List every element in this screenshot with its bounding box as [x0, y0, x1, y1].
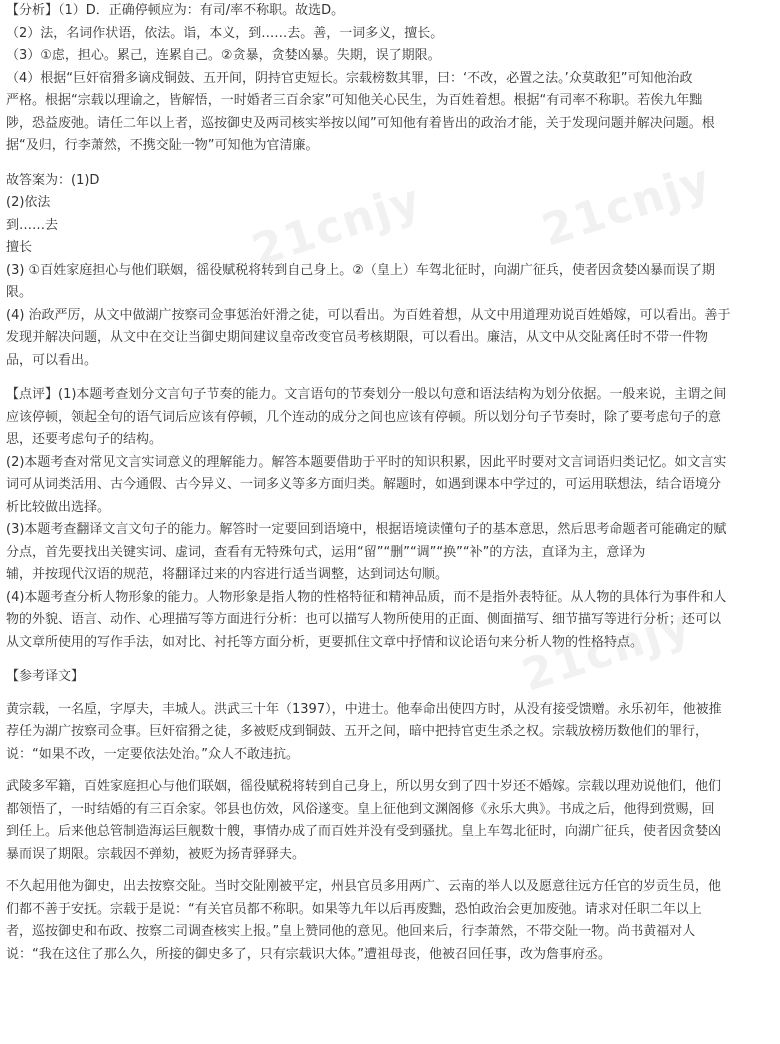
- analysis-line: （3）①虑，担心。累己，连累自己。②贪暴，贪婪凶暴。失期，误了期限。: [6, 48, 441, 63]
- translation-line: 黄宗载，一名垕，字厚夫，丰城人。洪武三十年（1397），中进士。他奉命出使四方时，从没有接受馈赠。永乐初年，他被推: [6, 701, 722, 717]
- comment-line: 析比较做出选择。: [6, 499, 111, 515]
- comment-line: 应该停顿，领起全句的语气词后应该有停顿，几个连动的成分之间也应该有停顿。所以划分句子节奏时，除了要考虑句子的意: [6, 409, 722, 425]
- translation-line: 暴而误了期限。宗载因不弹劾，被贬为扬青驿驿夫。: [6, 846, 306, 862]
- comment-section: [6, 384, 776, 654]
- translation-line: 说：“如果不改，一定要依法处治。”众人不敢违抗。: [6, 746, 299, 762]
- translation-line: 说：“我在这住了那么久，所接的御史多了，只有宗载识大体。”遭祖母丧，他被召回任事，改为詹事府丞。: [6, 946, 611, 962]
- analysis-line: 陟，恐益废弛。请任二年以上者，巡按御史及两司核实举按以闻”可知他有着皆出的政治才能，关于发现问题并解决问题。根: [6, 115, 715, 131]
- translation-line: 们都不善于安抚。宗载于是说：“有关官员都不称职。如果等九年以后再废黜，恐怕政治会更加废弛。请求对任职二年以上: [6, 901, 702, 917]
- comment-line: 从文章所使用的写作手法，如对比、衬托等方面分析，更要抓住文章中抒情和议论语句来分析人物的性格特点。: [6, 634, 644, 650]
- watermark: 21cnjy: [516, 599, 698, 702]
- document-body: [6, 0, 776, 966]
- comment-line: 物的外貌、语言、动作、心理描写等方面进行分析：也可以描写人物所使用的正面、侧面描写、细节描写等进行分析；还可以: [6, 612, 722, 627]
- translation-paragraph: [6, 876, 776, 966]
- answer-line: (4) 治政严厉，从文中做湖广按察司佥事惩治奸滑之徒，可以看出。为百姓着想，从文中用道理劝说百姓婚嫁，可以看出。善于: [6, 307, 731, 323]
- comment-line: 辅，并按现代汉语的规范，将翻译过来的内容进行适当调整，达到词达句顺。: [6, 567, 449, 582]
- comment-line: 分点，首先要找出关键实词、虚词，查看有无特殊句式，运用“留”“删”“调”“换”“补”的方法，直译为主，意译为: [6, 544, 646, 560]
- answer-line: 擅长: [6, 240, 33, 255]
- translation-line: 到任上。后来他总管制造海运巨舰数十艘，事情办成了而百姓并没有受到骚扰。皇上车驾北征时，向湖广征兵，使者因贪婪凶: [6, 824, 722, 839]
- analysis-line: 据“及归，行李萧然，不携交阯一物”可知他为官清廉。: [6, 138, 319, 153]
- comment-line: 词可从词类活用、古今通假、古今异义、一词多义等多方面归类。解题时，如遇到课本中学过的，可运用联想法，结合语境分: [6, 477, 722, 492]
- watermark: 21cnjy: [536, 154, 718, 257]
- comment-line: (4)本题考查分析人物形象的能力。人物形象是指人物的性格特征和精神品质，而不是指外表特征。从人物的具体行为事件和人: [6, 589, 727, 605]
- answer-section: [6, 154, 776, 373]
- answer-line: 发现并解决问题，从文中在交让当御史期间建议皇帝改变官员考核期限，可以看出。廉洁，从文中从交阯离任时不带一件物: [6, 330, 709, 345]
- analysis-line: 【分析】（1）D．正确停顿应为：有司/率不称职。故选D。: [6, 3, 345, 18]
- comment-line: 【点评】(1)本题考查划分文言句子节奏的能力。文言语句的节奏划分一般以句意和语法结构为划分依据。一般来说，主谓之间: [6, 387, 727, 402]
- analysis-section: [6, 0, 776, 158]
- translation-line: 不久起用他为御史，出去按察交阯。当时交阯刚被平定，州县官员多用两广、云南的举人以及愿意往远方任官的岁贡生员，他: [6, 879, 722, 894]
- answer-line: 到……去: [6, 217, 59, 233]
- comment-line: 思，还要考虑句子的结构。: [6, 432, 163, 447]
- translation-section: [6, 666, 776, 966]
- answer-line: 限。: [6, 285, 33, 300]
- analysis-line: （2）法，名词作状语，依法。诣，本义，到……去。善，一词多义，擅长。: [6, 25, 444, 41]
- translation-paragraph: [6, 699, 776, 767]
- answer-line: (2)依法: [6, 195, 51, 210]
- translation-line: 者，巡按御史和布政、按察二司调查核实上报。”皇上赞同他的意见。他回来后，行李萧然，不带交阯一物。尚书黄福对人: [6, 924, 696, 939]
- comment-line: (2)本题考查对常见文言实词意义的理解能力。解答本题要借助于平时的知识积累，因此平时要对文言词语归类记忆。如文言实: [6, 454, 727, 470]
- answer-line: 品，可以看出。: [6, 352, 98, 368]
- translation-paragraph: [6, 776, 776, 866]
- translation-line: 都领悟了，一时结婚的有三百余家。邻县也仿效，风俗遂变。皇上征他到文渊阁修《永乐大典》。书成之后，他得到赏赐，回: [6, 801, 715, 817]
- translation-title: 【参考译文】: [6, 669, 85, 684]
- analysis-line: 严格。根据“宗载以理谕之，皆解悟，一时婚者三百余家”可知他关心民生，为百姓着想。根据“有司率不称职。若俟九年黜: [6, 93, 703, 108]
- watermark: 21cnjy: [246, 174, 428, 277]
- translation-line: 武陵多军籍，百姓家庭担心与他们联姻，徭役赋税将转到自己身上，所以男女到了四十岁还不婚嫁。宗载以理劝说他们，他们: [6, 779, 722, 794]
- answer-line: 故答案为：(1)D: [6, 172, 100, 188]
- analysis-line: （4）根据“巨奸宿猾多谪戍铜鼓、五开间，阴持官吏短长。宗载榜数其罪，曰：‘不改，必置之法。’众莫敢犯”可知他治政: [6, 70, 693, 86]
- translation-line: 荐任为湖广按察司佥事。巨奸宿猾之徒，多被贬戍到铜鼓、五开之间，暗中把持官吏生杀之权。宗载放榜历数他们的罪行，: [6, 724, 709, 739]
- comment-line: (3)本题考查翻译文言文句子的能力。解答时一定要回到语境中，根据语境读懂句子的基本意思，然后思考命题者可能确定的赋: [6, 522, 727, 537]
- answer-line: (3) ①百姓家庭担心与他们联姻，徭役赋税将转到自己身上。②（皇上）车驾北征时，向湖广征兵，使者因贪婪凶暴而误了期: [6, 262, 715, 278]
